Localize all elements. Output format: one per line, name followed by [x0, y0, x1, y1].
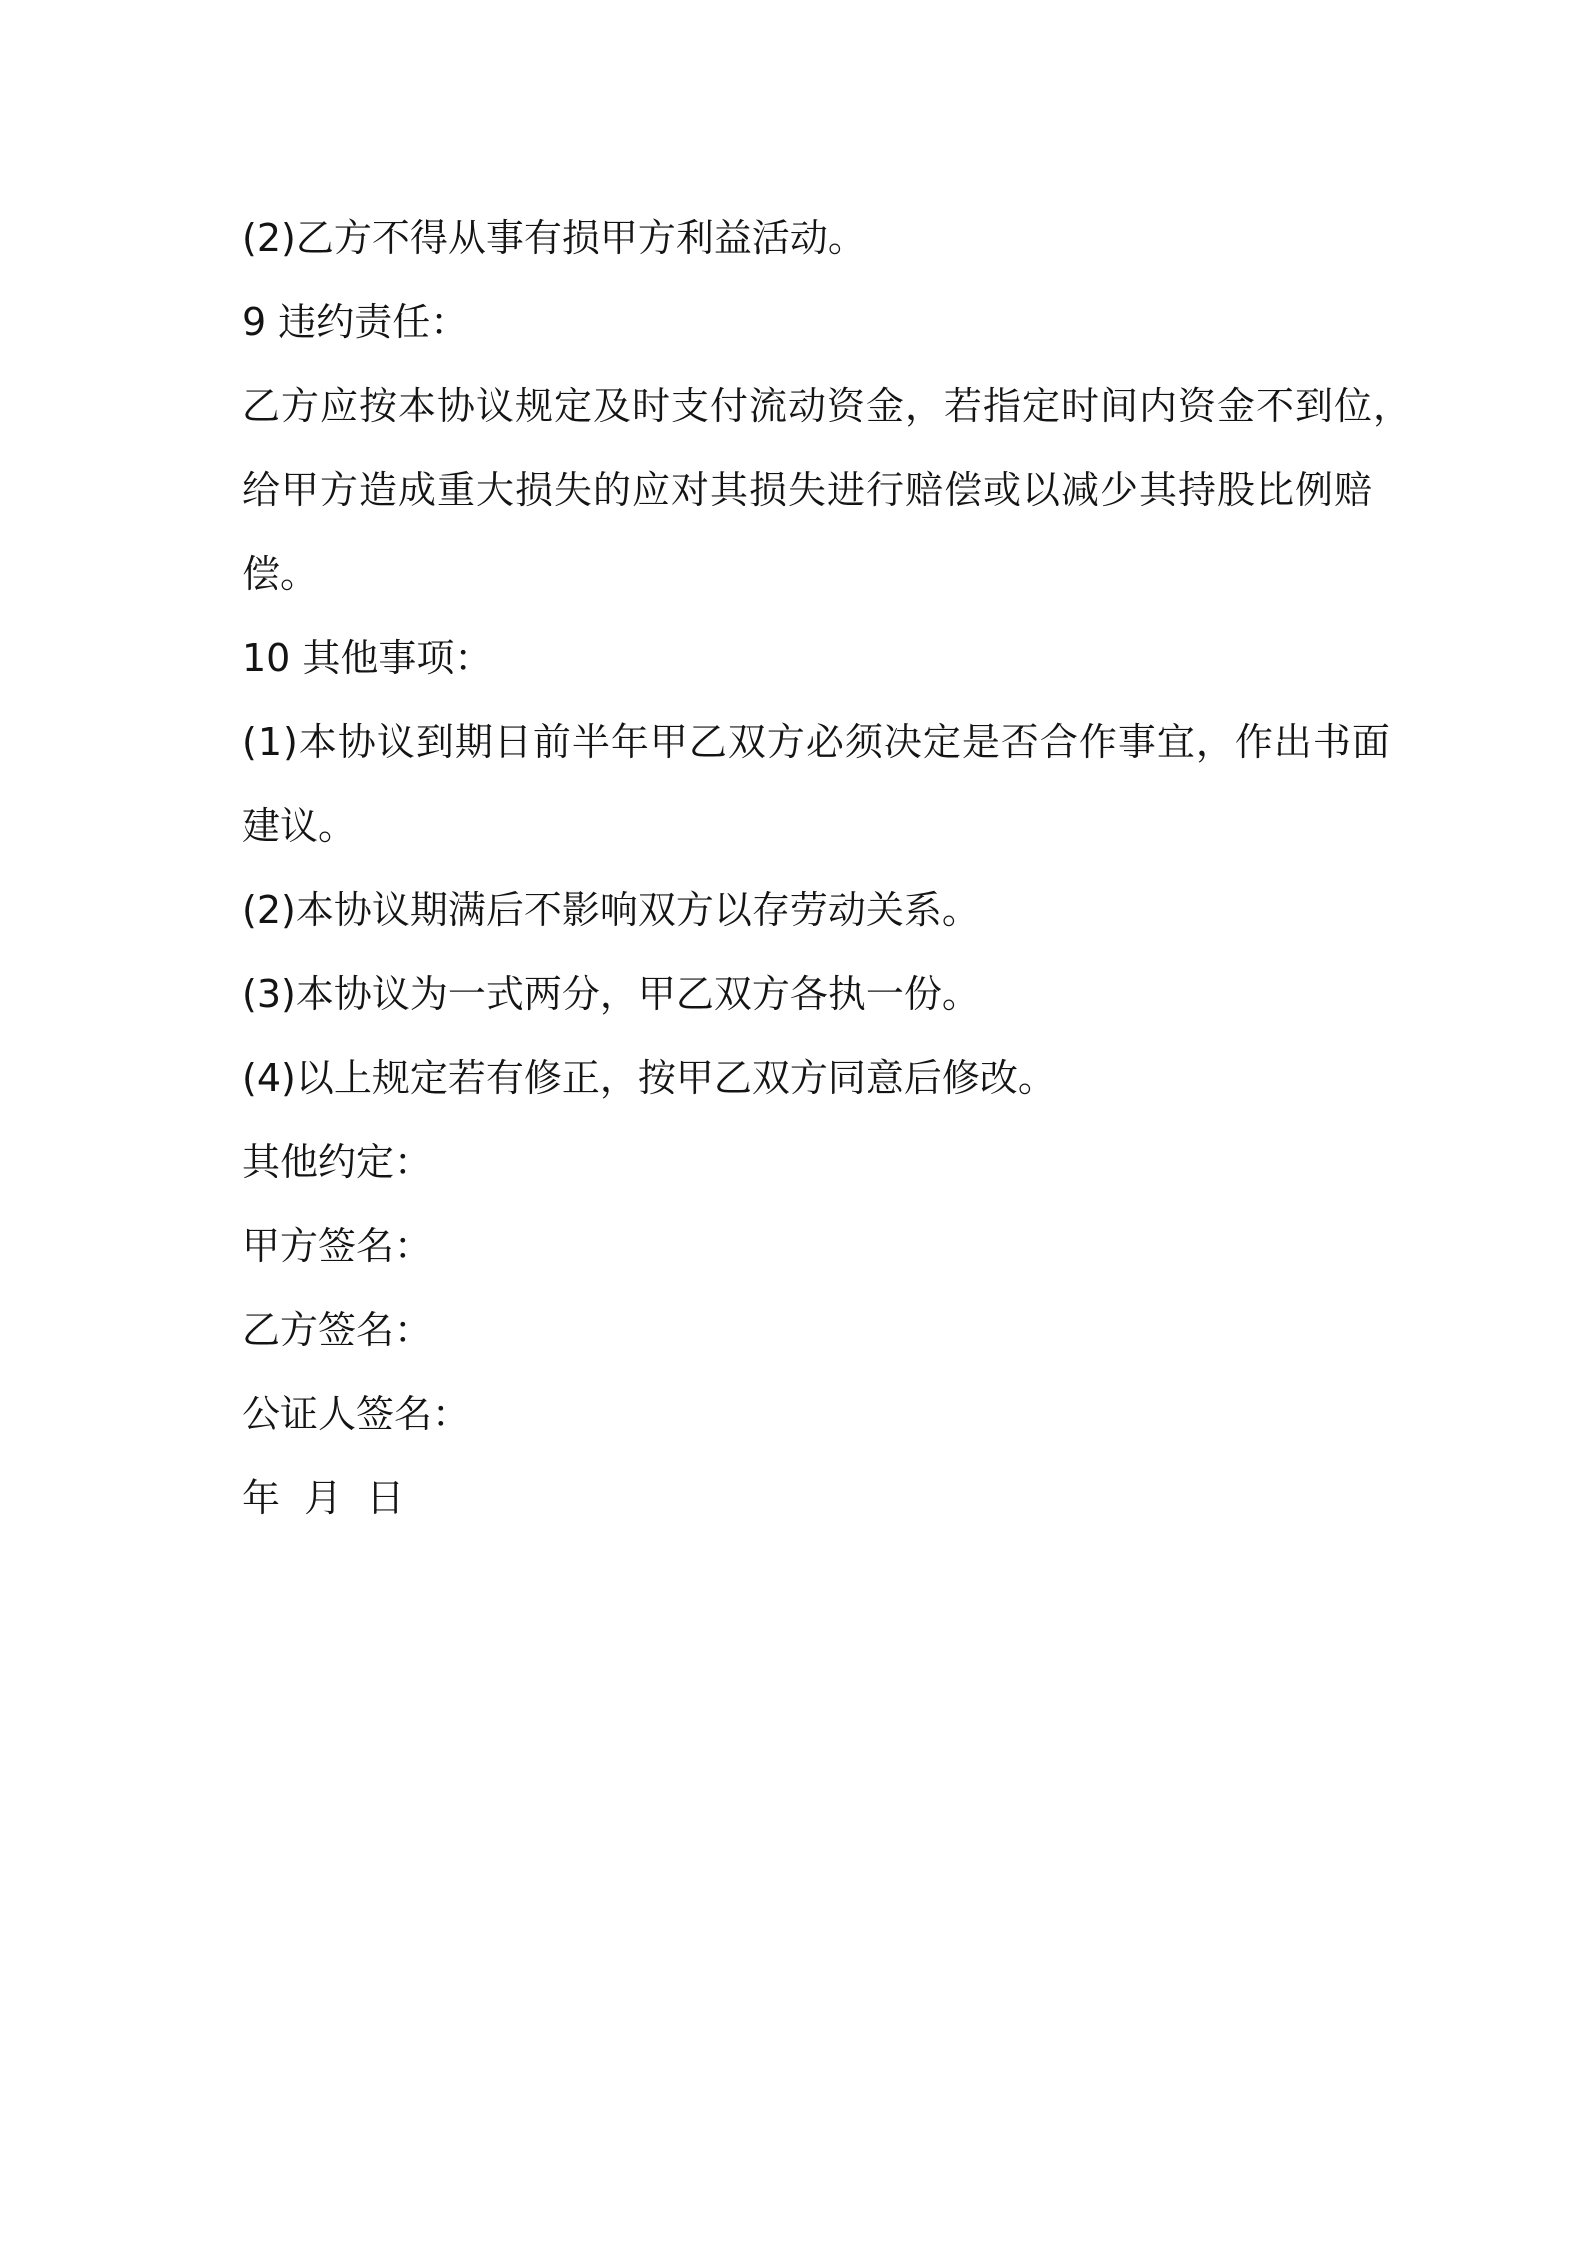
section-heading-breach-liability: 9 违约责任： — [242, 300, 469, 344]
other-matters-item-2: (2)本协议期满后不影响双方以存劳动关系。 — [242, 888, 980, 932]
party-b-signature-label: 乙方签名： — [242, 1308, 433, 1352]
clause-8-item-2: (2)乙方不得从事有损甲方利益活动。 — [242, 216, 866, 260]
other-matters-item-1-line-2: 建议。 — [242, 804, 357, 848]
other-agreements-label: 其他约定： — [242, 1140, 433, 1184]
party-a-signature-label: 甲方签名： — [242, 1224, 433, 1268]
breach-liability-text-line-3: 偿。 — [242, 552, 319, 596]
date-line: 年 月 日 — [242, 1476, 405, 1520]
notary-signature-label: 公证人签名： — [242, 1392, 471, 1436]
breach-liability-text-line-2: 给甲方造成重大损失的应对其损失进行赔偿或以减少其持股比例赔 — [242, 468, 1374, 512]
other-matters-item-1-line-1: (1)本协议到期日前半年甲乙双方必须决定是否合作事宜，作出书面 — [242, 720, 1391, 764]
section-heading-other-matters: 10 其他事项： — [242, 636, 493, 680]
breach-liability-text-line-1: 乙方应按本协议规定及时支付流动资金，若指定时间内资金不到位， — [242, 384, 1413, 428]
other-matters-item-3: (3)本协议为一式两分，甲乙双方各执一份。 — [242, 972, 980, 1016]
other-matters-item-4: (4)以上规定若有修正，按甲乙双方同意后修改。 — [242, 1056, 1056, 1100]
document-body — [242, 196, 1413, 1540]
